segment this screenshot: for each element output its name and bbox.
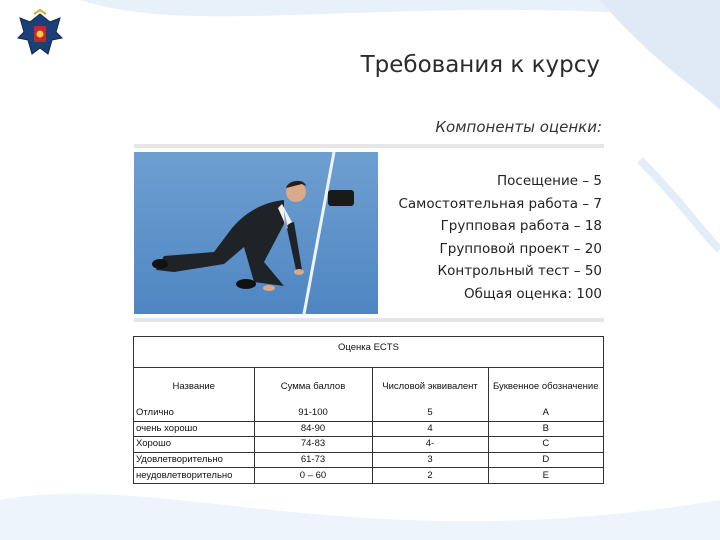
businessman-start-photo [134, 152, 378, 314]
cell-numeric: 2 [372, 468, 488, 483]
cell-name: неудовлетворительно [134, 468, 254, 483]
ects-caption: Оценка ECTS [134, 337, 603, 368]
cell-letter: B [488, 421, 603, 437]
slide-title: Требования к курсу [360, 52, 600, 78]
cell-score: 84-90 [254, 421, 372, 437]
component-item: Групповая работа – 18 [440, 218, 602, 234]
eagle-emblem-logo [12, 8, 68, 64]
table-row [134, 406, 603, 421]
cell-score: 91-100 [254, 406, 372, 421]
cell-score: 61-73 [254, 452, 372, 468]
cell-numeric: 4 [372, 421, 488, 437]
component-item: Самостоятельная работа – 7 [398, 195, 602, 212]
component-item: Общая оценка: 100 [464, 285, 602, 302]
cell-numeric: 4- [372, 437, 488, 453]
header-numeric: Числовой эквивалент [372, 368, 488, 406]
divider-bottom [134, 318, 604, 322]
cell-numeric: 3 [372, 452, 488, 468]
table-row [134, 468, 603, 483]
cell-letter: C [488, 437, 603, 453]
cell-name: очень хорошо [134, 421, 254, 437]
cell-name: Удовлетворительно [134, 452, 254, 468]
cell-name: Отлично [136, 407, 174, 419]
table-row [134, 421, 603, 437]
cell-letter: D [488, 452, 603, 468]
cell-score: 74-83 [254, 437, 372, 453]
header-name: Название [172, 381, 215, 392]
cell-letter: A [488, 406, 603, 421]
slide-subtitle: Компоненты оценки: [435, 118, 602, 136]
ects-grading-table [133, 336, 604, 484]
component-item: Посещение – 5 [497, 173, 602, 189]
cell-letter: E [488, 468, 603, 483]
cell-numeric: 5 [372, 406, 488, 421]
component-item: Контрольный тест – 50 [437, 263, 602, 279]
header-letter: Буквенное обозначение [488, 368, 603, 406]
component-item: Групповой проект – 20 [439, 240, 602, 257]
table-row [134, 437, 603, 453]
cell-score: 0 – 60 [254, 468, 372, 483]
grading-components-list [398, 170, 602, 305]
table-row [134, 452, 603, 468]
divider-top [134, 144, 604, 148]
header-score-sum: Сумма баллов [254, 368, 372, 406]
cell-name: Хорошо [134, 437, 254, 453]
